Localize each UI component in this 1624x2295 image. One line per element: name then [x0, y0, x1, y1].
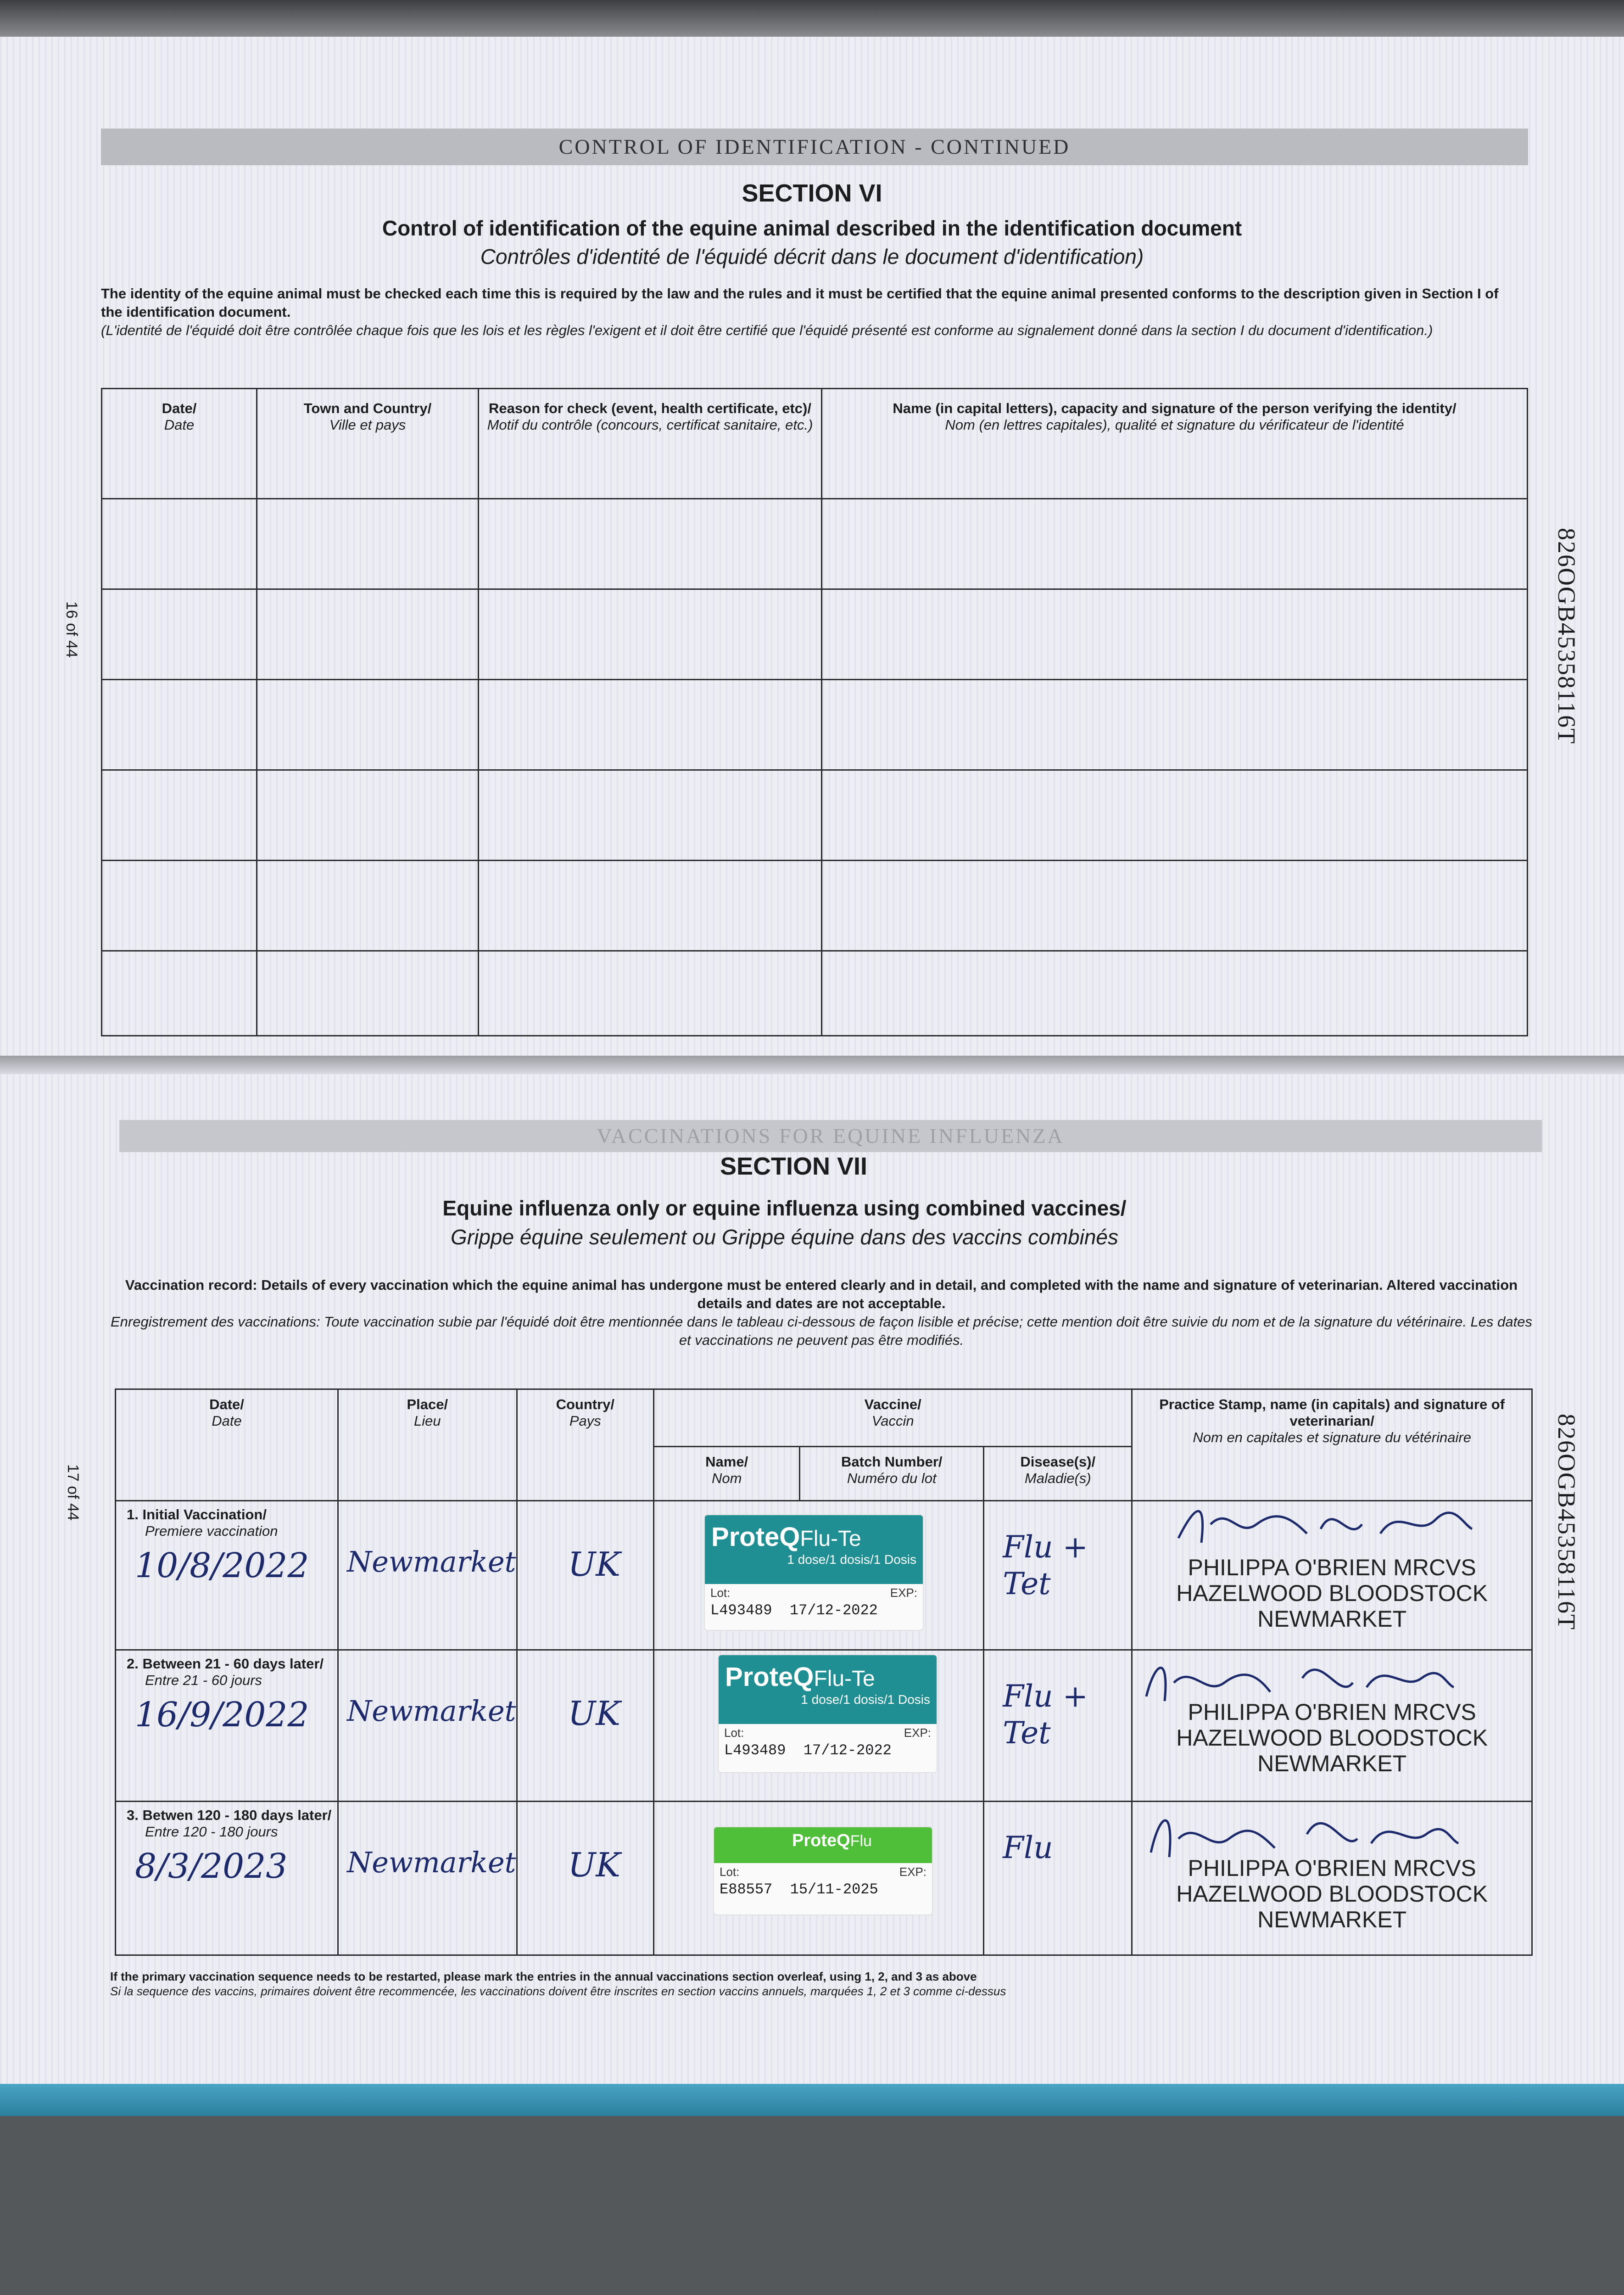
exp-label: EXP:: [890, 1586, 918, 1600]
cell-reason[interactable]: [479, 680, 822, 770]
page-banner-faded: VACCINATIONS FOR EQUINE INFLUENZA: [119, 1120, 1542, 1152]
exp-label: EXP:: [904, 1726, 932, 1740]
col-practice-stamp: Practice Stamp, name (in capitals) and signature of veterinarian/ Nom en capitales et signature du vétérinaire: [1132, 1389, 1532, 1501]
vaccine-brand: ProteQ: [792, 1831, 850, 1850]
vaccine-product: Flu-Te: [814, 1667, 875, 1691]
practice-town: NEWMARKET: [1257, 1751, 1407, 1776]
col-batch-number: Batch Number/ Numéro du lot: [800, 1447, 984, 1501]
document-id: 826OGB45358116T: [1553, 1414, 1580, 1630]
vaccination-disease[interactable]: Flu: [984, 1802, 1132, 1955]
vaccination-row: [116, 1802, 1532, 1955]
vet-name: PHILIPPA O'BRIEN MRCVS: [1188, 1855, 1476, 1881]
vaccine-dose: 1 dose/1 dosis/1 Dosis: [787, 1552, 917, 1567]
cell-reason[interactable]: [479, 589, 822, 680]
vaccine-product: Flu: [850, 1832, 872, 1850]
vet-name: PHILIPPA O'BRIEN MRCVS: [1188, 1555, 1476, 1580]
expiry-date: 17/12-2022: [789, 1602, 878, 1619]
cell-town[interactable]: [257, 680, 479, 770]
vaccination-table: [115, 1388, 1533, 1956]
col-reason: Reason for check (event, health certificate, etc)/ Motif du contrôle (concours, certificat sanitaire, etc.): [479, 389, 822, 499]
lot-label: Lot:: [710, 1586, 731, 1600]
cell-town[interactable]: [257, 589, 479, 680]
practice-stamp-cell: [1132, 1650, 1532, 1802]
practice-name: HAZELWOOD BLOODSTOCK: [1176, 1580, 1488, 1606]
row-label: 3. Betwen 120 - 180 days later/: [127, 1807, 332, 1823]
practice-town: NEWMARKET: [1257, 1907, 1407, 1932]
lot-label: Lot:: [720, 1865, 740, 1879]
table-row: [102, 861, 1528, 951]
vaccine-dose: 1 dose/1 dosis/1 Dosis: [801, 1692, 931, 1707]
vaccination-country[interactable]: UK: [517, 1650, 653, 1802]
practice-stamp: [1133, 1699, 1531, 1776]
signature: [1142, 1802, 1463, 1866]
row-label-cell: 1. Initial Vaccination/ Premiere vaccination 10/8/2022: [116, 1501, 338, 1650]
intro-text: [101, 285, 1514, 340]
vaccination-disease[interactable]: Flu + Tet: [984, 1650, 1132, 1802]
row-label: 1. Initial Vaccination/: [127, 1506, 267, 1523]
cell-verifier[interactable]: [822, 589, 1528, 680]
section-subtitle-fr: Grippe équine seulement ou Grippe équine dans des vaccins combinés: [451, 1225, 1118, 1249]
vaccine-label-cell: [654, 1501, 984, 1650]
intro-en: The identity of the equine animal must be checked each time this is required by the law and the rules and it must be certified that the equine animal presented conforms to the description given in Section I of the identification document.: [101, 285, 1499, 320]
col-date: Date/ Date: [102, 389, 257, 499]
cell-date[interactable]: [102, 770, 257, 861]
vaccine-label-cell: [654, 1802, 984, 1955]
section-title: SECTION VII: [720, 1153, 868, 1180]
row-label-cell: 2. Between 21 - 60 days later/ Entre 21 - 60 jours 16/9/2022: [116, 1650, 338, 1802]
practice-stamp: [1133, 1555, 1531, 1632]
expiry-date: 17/12-2022: [803, 1742, 892, 1759]
table-row: [102, 770, 1528, 861]
page-number: 16 of 44: [63, 601, 80, 658]
scan-top-edge: [0, 0, 1624, 37]
row-label-cell: 3. Betwen 120 - 180 days later/ Entre 120 - 180 jours 8/3/2023: [116, 1802, 338, 1955]
intro-fr: (L'identité de l'équidé doit être contrôlée chaque fois que les lois et les règles l'exigent et il doit être certifié que l'équidé présenté est conforme au signalement donné dans la section I du document d'identification.): [101, 322, 1433, 338]
vaccine-label-cell: [654, 1650, 984, 1802]
row-label: 2. Between 21 - 60 days later/: [127, 1656, 324, 1672]
section-title: SECTION VI: [742, 179, 882, 207]
vaccination-place[interactable]: Newmarket: [338, 1501, 517, 1650]
col-place: Place/ Lieu: [338, 1389, 517, 1501]
section-subtitle-fr: Contrôles d'identité de l'équidé décrit dans le document d'identification): [480, 245, 1144, 269]
practice-town: NEWMARKET: [1257, 1606, 1407, 1632]
cell-town[interactable]: [257, 770, 479, 861]
table-header-row: [102, 389, 1528, 499]
passport-page-17: [0, 1074, 1624, 2084]
cell-reason[interactable]: [479, 770, 822, 861]
vaccination-row: [116, 1501, 1532, 1650]
practice-stamp-cell: [1132, 1802, 1532, 1955]
table-row: [102, 499, 1528, 589]
identity-check-table: [101, 388, 1528, 1036]
signature: [1137, 1651, 1458, 1710]
batch-number: E88557: [720, 1881, 773, 1898]
document-id: 826OGB45358116T: [1553, 528, 1580, 744]
vaccination-country[interactable]: UK: [517, 1501, 653, 1650]
page-banner: CONTROL OF IDENTIFICATION - CONTINUED: [101, 129, 1528, 165]
vaccine-brand: ProteQ: [725, 1662, 814, 1692]
col-country: Country/ Pays: [517, 1389, 653, 1501]
cell-town[interactable]: [257, 951, 479, 1036]
cell-reason[interactable]: [479, 951, 822, 1036]
page-number: 17 of 44: [64, 1464, 82, 1521]
footnote-en: If the primary vaccination sequence needs to be restarted, please mark the entries in the annual vaccinations section overleaf, using 1, 2, and 3 as above: [110, 1970, 977, 1983]
intro-fr: Enregistrement des vaccinations: Toute vaccination subie par l'équidé doit être mentionnée dans le tableau ci-dessous de façon lisible et précise; cette mention doit être suivie du nom et de la signature du vétérinaire. Les dates et vaccinations ne peuvent pas être modifiés.: [110, 1314, 1532, 1348]
vet-name: PHILIPPA O'BRIEN MRCVS: [1188, 1699, 1476, 1725]
vaccine-sticker: [719, 1655, 937, 1772]
cell-verifier[interactable]: [822, 951, 1528, 1036]
cell-verifier[interactable]: [822, 770, 1528, 861]
cell-town[interactable]: [257, 499, 479, 589]
footnote: [110, 1969, 1006, 1998]
cell-reason[interactable]: [479, 861, 822, 951]
section-subtitle-en: Equine influenza only or equine influenza using combined vaccines/: [442, 1196, 1127, 1220]
passport-page-16: [0, 37, 1624, 1056]
vaccine-sticker: [714, 1827, 932, 1914]
col-date: Date/ Date: [116, 1389, 338, 1501]
practice-stamp-cell: [1132, 1501, 1532, 1650]
table-row: [102, 589, 1528, 680]
cell-verifier[interactable]: [822, 680, 1528, 770]
vaccination-date[interactable]: 16/9/2022: [135, 1695, 309, 1735]
cell-date[interactable]: [102, 589, 257, 680]
table-row: [102, 951, 1528, 1036]
vaccination-row: [116, 1650, 1532, 1802]
cell-verifier[interactable]: [822, 861, 1528, 951]
cell-date[interactable]: [102, 951, 257, 1036]
col-verifier: Name (in capital letters), capacity and signature of the person verifying the identity/ Nom (en lettres capitales), qualité et signature du vérificateur de l'identité: [822, 389, 1528, 499]
cell-date[interactable]: [102, 861, 257, 951]
section-subtitle-en: Control of identification of the equine animal described in the identification document: [382, 216, 1242, 240]
vaccination-place[interactable]: Newmarket: [338, 1802, 517, 1955]
table-header-row: [116, 1389, 1532, 1447]
vaccination-date[interactable]: 10/8/2022: [135, 1546, 309, 1585]
vaccine-brand: ProteQ: [711, 1522, 800, 1552]
col-town-country: Town and Country/ Ville et pays: [257, 389, 479, 499]
col-diseases: Disease(s)/ Maladie(s): [984, 1447, 1132, 1501]
col-vaccine: Vaccine/ Vaccin: [654, 1389, 1132, 1447]
cell-date[interactable]: [102, 680, 257, 770]
practice-name: HAZELWOOD BLOODSTOCK: [1176, 1881, 1488, 1907]
vaccine-sticker: [705, 1515, 923, 1630]
page-fold: [0, 1056, 1624, 1074]
vaccination-date[interactable]: 8/3/2023: [135, 1847, 288, 1886]
vaccine-product: Flu-Te: [800, 1527, 861, 1551]
table-row: [102, 680, 1528, 770]
expiry-date: 15/11-2025: [790, 1881, 878, 1898]
exp-label: EXP:: [899, 1865, 927, 1879]
practice-stamp: [1133, 1855, 1531, 1932]
passport-cover-edge: [0, 2084, 1624, 2295]
vaccination-disease[interactable]: Flu + Tet: [984, 1501, 1132, 1650]
intro-en: Vaccination record: Details of every vaccination which the equine animal has undergone must be entered clearly and in detail, and completed with the name and signature of veterinarian. Altered vaccination details and dates are not acceptable.: [125, 1277, 1518, 1311]
lot-label: Lot:: [724, 1726, 744, 1740]
cell-reason[interactable]: [479, 499, 822, 589]
intro-text: [110, 1276, 1533, 1349]
cell-verifier[interactable]: [822, 499, 1528, 589]
vaccination-country[interactable]: UK: [517, 1802, 653, 1955]
signature: [1169, 1497, 1481, 1552]
batch-number: L493489: [710, 1602, 772, 1619]
cell-town[interactable]: [257, 861, 479, 951]
batch-number: L493489: [724, 1742, 786, 1759]
vaccination-place[interactable]: Newmarket: [338, 1650, 517, 1802]
col-vaccine-name: Name/ Nom: [654, 1447, 800, 1501]
practice-name: HAZELWOOD BLOODSTOCK: [1176, 1725, 1488, 1751]
footnote-fr: Si la sequence des vaccins, primaires doivent être recommencée, les vaccinations doivent être inscrites en section vaccins annuels, marquées 1, 2 et 3 comme ci-dessus: [110, 1984, 1006, 1998]
cell-date[interactable]: [102, 499, 257, 589]
